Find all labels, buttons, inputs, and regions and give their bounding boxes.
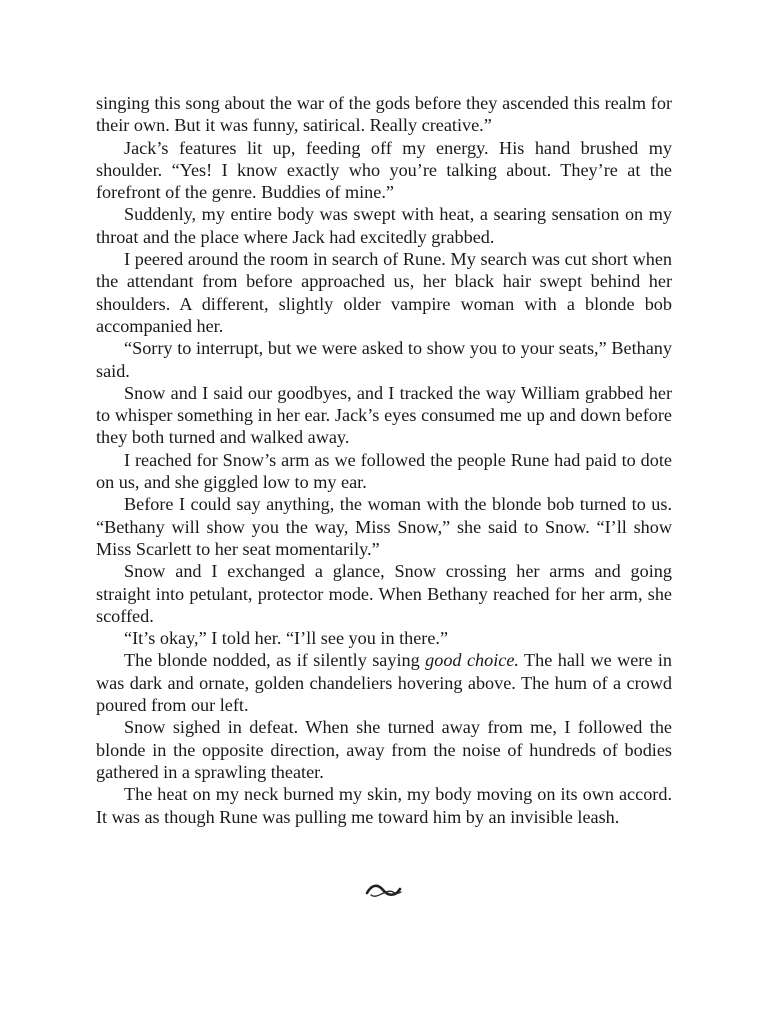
paragraph: “It’s okay,” I told her. “I’ll see you in there.”: [124, 628, 449, 649]
paragraph: I reached for Snow’s arm as we followed the people Rune had paid to dote on us, and she giggled low to my ear.: [96, 449, 672, 493]
book-page-body: [96, 92, 672, 828]
swash-ornament-icon: [364, 880, 404, 902]
paragraph: “Sorry to interrupt, but we were asked to show you to your seats,” Bethany said.: [96, 338, 672, 381]
paragraph: singing this song about the war of the gods before they ascended this realm for their own. But it was funny, satirical. Really creative.”: [96, 93, 672, 136]
paragraph: Before I could say anything, the woman with the blonde bob turned to us. “Bethany will show you the way, Miss Snow,” she said to Snow. “I’ll show Miss Scarlett to her seat momentarily.”: [96, 494, 672, 559]
italic-phrase: good choice.: [425, 650, 519, 671]
paragraph: Jack’s features lit up, feeding off my energy. His hand brushed my shoulder. “Yes! I know exactly who you’re talking about. They’re at the forefront of the genre. Buddies of mine.”: [96, 137, 672, 203]
paragraph-text: The blonde nodded, as if silently saying: [124, 650, 426, 671]
paragraph: Snow sighed in defeat. When she turned away from me, I followed the blonde in the opposite direction, away from the noise of hundreds of bodies gathered in a sprawling theater.: [96, 717, 672, 782]
paragraph: The heat on my neck burned my skin, my body moving on its own accord. It was as though Rune was pulling me toward him by an invisible leash.: [96, 784, 672, 827]
paragraph: [96, 649, 672, 716]
paragraph: Suddenly, my entire body was swept with heat, a searing sensation on my throat and the place where Jack had excitedly grabbed.: [96, 204, 672, 247]
paragraph: I peered around the room in search of Rune. My search was cut short when the attendant from before approached us, her black hair swept behind her shoulders. A different, slightly older vampire woman with a blonde bob accompanied her.: [96, 249, 672, 336]
paragraph: Snow and I exchanged a glance, Snow crossing her arms and going straight into petulant, protector mode. When Bethany reached for her arm, she scoffed.: [96, 561, 672, 626]
paragraph-text: The hall we were in was dark and ornate, golden chandeliers hovering above. The hum of a crowd poured from our left.: [96, 650, 672, 716]
paragraph: Snow and I said our goodbyes, and I tracked the way William grabbed her to whisper something in her ear. Jack’s eyes consumed me up and down before they both turned and walked away.: [96, 382, 672, 448]
